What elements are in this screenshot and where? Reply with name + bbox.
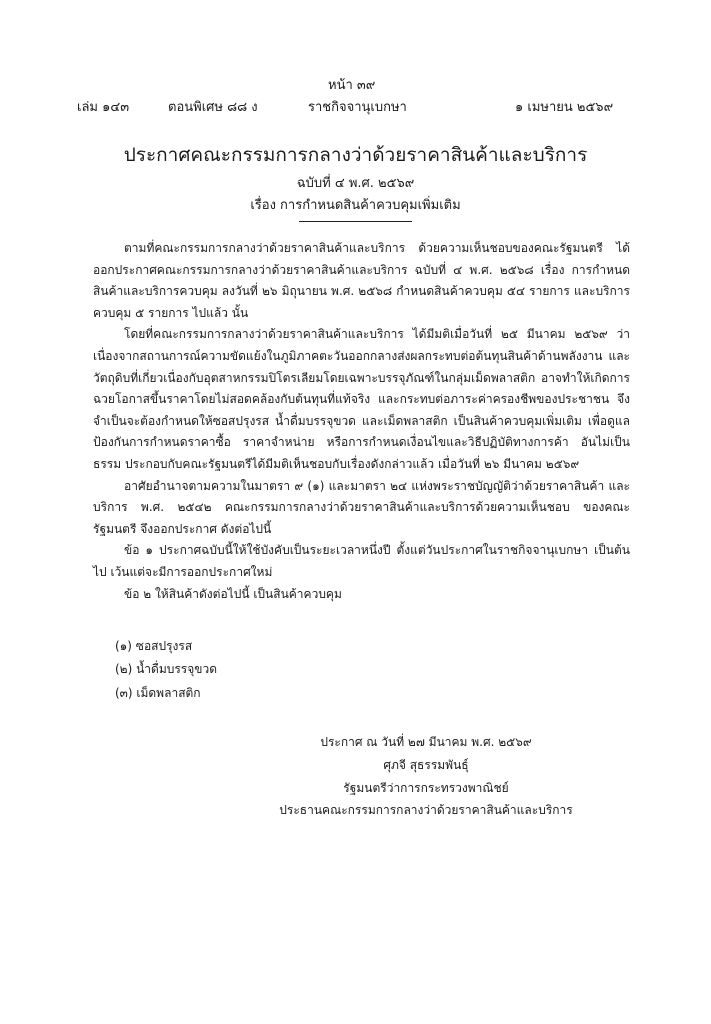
controlled-item: (๒) น้ำดื่มบรรจุขวด [115, 662, 218, 676]
signatory-name: ศุภจี สุธรรมพันธุ์ [383, 758, 469, 772]
announcement-number: ฉบับที่ ๔ พ.ศ. ๒๕๖๙ [296, 176, 415, 191]
volume-number: เล่ม ๑๔๓ [77, 100, 130, 115]
body-text [93, 238, 630, 605]
clause-1: ข้อ ๑ ประกาศฉบับนี้ให้ใช้บังคับเป็นระยะเวลาหนึ่งปี ตั้งแต่วันประกาศในราชกิจจานุเบกษา เป็นต้นไป เว้นแต่จะมีการออกประกาศใหม่ [93, 543, 630, 579]
paragraph-authority: อาศัยอำนาจตามความในมาตรา ๙ (๑) และมาตรา ๒๔ แห่งพระราชบัญญัติว่าด้วยราคาสินค้า และบริการ พ.ศ. ๒๕๔๒ คณะกรรมการกลางว่าด้วยราคาสินค้าและบริการด้วยความเห็นชอบ ของคณะรัฐมนตรี จึงออกประกาศ ดังต่อไปนี้ [93, 478, 630, 536]
paragraph-preamble: ตามที่คณะกรรมการกลางว่าด้วยราคาสินค้าและบริการ ด้วยความเห็นชอบของคณะรัฐมนตรี ได้ออกประกาศคณะกรรมการกลางว่าด้วยราคาสินค้าและบริการ ฉบับที่ ๔ พ.ศ. ๒๕๖๘ เรื่อง การกำหนดสินค้าและบริการควบคุม ลงวันที่ ๒๖ มิถุนายน พ.ศ. ๒๕๖๘ กำหนดสินค้าควบคุม ๕๔ รายการ และบริการควบคุม ๕ รายการ ไปแล้ว นั้น [93, 241, 630, 320]
gazette-name: ราชกิจจานุเบกษา [308, 100, 407, 115]
announcement-subject: เรื่อง การกำหนดสินค้าควบคุมเพิ่มเติม [250, 198, 461, 213]
paragraph-rationale: โดยที่คณะกรรมการกลางว่าด้วยราคาสินค้าและบริการ ได้มีมติเมื่อวันที่ ๒๕ มีนาคม ๒๕๖๙ ว่าเนื่องจากสถานการณ์ความขัดแย้งในภูมิภาคตะวันออกกลางส่งผลกระทบต่อต้นทุนสินค้าด้านพลังงาน และวัตถุดิบที่เกี่ยวเนื่องกับอุตสาหกรรมปิโตรเลียมโดยเฉพาะบรรจุภัณฑ์ในกลุ่มเม็ดพลาสติก อาจทำให้เกิดการฉวยโอกาสขึ้นราคาโดยไม่สอดคล้องกับต้นทุนที่แท้จริง และกระทบต่อภาระค่าครองชีพของประชาชน จึงจำเป็นจะต้องกำหนดให้ซอสปรุงรส น้ำดื่มบรรจุขวด และเม็ดพลาสติก เป็นสินค้าควบคุมเพิ่มเติม เพื่อดูแลป้องกันการกำหนดราคาซื้อ ราคาจำหน่าย หรือการกำหนดเงื่อนไขและวิธีปฏิบัติทางการค้า อันไม่เป็นธรรม ประกอบกับคณะรัฐมนตรีได้มีมติเห็นชอบกับเรื่องดังกล่าวแล้ว เมื่อวันที่ ๒๖ มีนาคม ๒๕๖๙ [93, 327, 630, 471]
issue-number: ตอนพิเศษ ๘๘ ง [168, 100, 258, 115]
title-divider [299, 221, 412, 222]
clause-2: ข้อ ๒ ให้สินค้าดังต่อไปนี้ เป็นสินค้าควบคุม [124, 586, 342, 601]
announced-date: ประกาศ ณ วันที่ ๒๗ มีนาคม พ.ศ. ๒๕๖๙ [320, 735, 532, 749]
publication-date: ๑ เมษายน ๒๕๖๙ [515, 100, 614, 115]
signatory-position: รัฐมนตรีว่าการกระทรวงพาณิชย์ [343, 781, 509, 795]
page-number: หน้า ๓๙ [328, 78, 376, 93]
announcement-title: ประกาศคณะกรรมการกลางว่าด้วยราคาสินค้าและบริการ [123, 144, 588, 166]
controlled-item: (๑) ซอสปรุงรส [115, 639, 193, 653]
signatory-committee-role: ประธานคณะกรรมการกลางว่าด้วยราคาสินค้าและบริการ [279, 803, 573, 817]
controlled-item: (๓) เม็ดพลาสติก [115, 686, 201, 700]
